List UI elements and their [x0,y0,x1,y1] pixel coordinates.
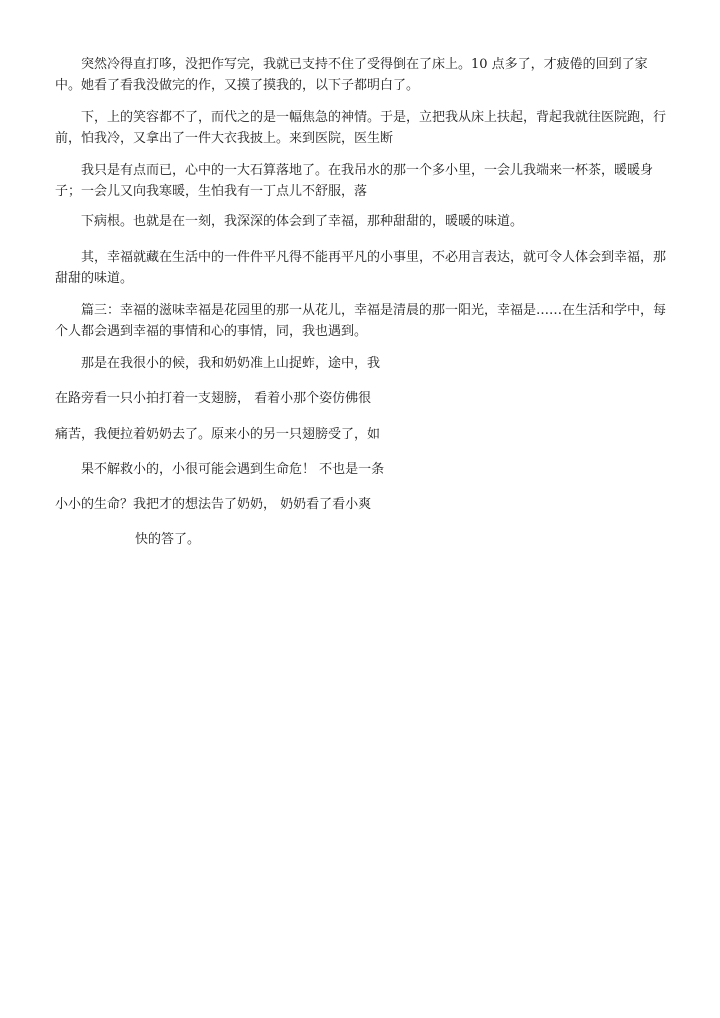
text-line-3: 痛苦，我便拉着奶奶去了。原来小的另一只翅膀受了，如 [55,427,381,442]
text-line-4: 果不解救小的，小很可能会遇到生命危！ 不也是一条 [81,462,385,477]
paragraph-3: 我只是有点而已，心中的一大石算落地了。在我吊水的那一个多小里，一会儿我端来一杯茶，暖暖身子；一会儿又向我寒暖，生怕我有一丁点儿不舒服，落 [55,163,654,199]
paragraph-5: 其，幸福就藏在生活中的一件件平凡得不能再平凡的小事里，不必用言表达，就可令人体会到幸福，那甜甜的味道。 [55,250,667,286]
text-line-2: 在路旁看一只小拍打着一支翅膀， 看着小那个姿仿佛很 [55,391,372,406]
paragraph-2: 下，上的笑容都不了，而代之的是一幅焦急的神情。于是，立把我从床上扶起，背起我就往医院跑，行前，怕我冷，又拿出了一件大衣我披上。来到医院，医生断 [55,110,667,146]
text-line-6: 快的答了。 [135,532,201,547]
paragraph-4: 下病根。也就是在一刻，我深深的体会到了幸福，那种甜甜的，暖暖的味道。 [81,214,524,229]
paragraph-1: 突然冷得直打哆，没把作写完，我就已支持不住了受得倒在了床上。10 点多了，才疲倦的回到了家中。她看了看我没做完的作，又摸了摸我的，以下子都明白了。 [55,57,648,93]
paragraph-6: 篇三：幸福的滋味幸福是花园里的那一从花儿，幸福是清晨的那一阳光，幸福是……在生活和学中，每个人都会遇到幸福的事情和心的事情，同，我也遇到。 [55,303,667,339]
text-line-5: 小小的生命？我把才的想法告了奶奶， 奶奶看了看小爽 [55,497,372,512]
text-line-1: 那是在我很小的候，我和奶奶准上山捉蚱，途中，我 [81,356,381,371]
